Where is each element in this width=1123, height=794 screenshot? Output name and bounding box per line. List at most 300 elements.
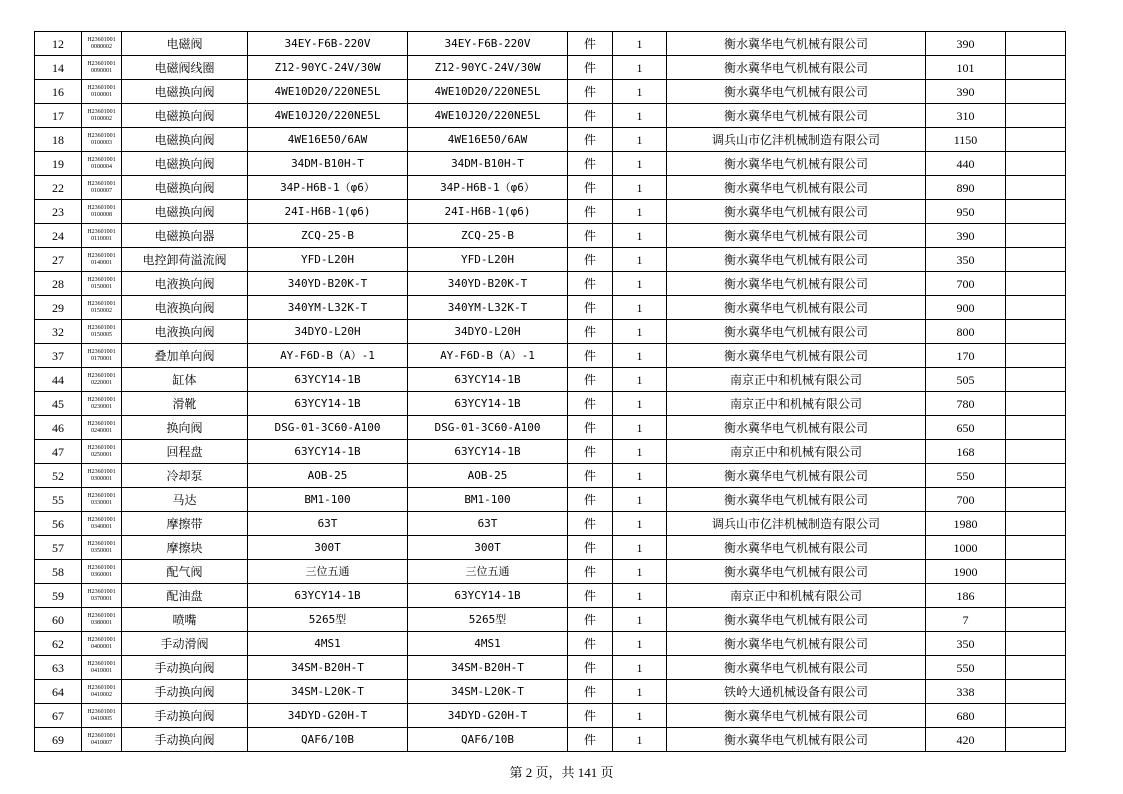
quantity: 1 bbox=[613, 608, 667, 632]
part-name: 手动换向阀 bbox=[122, 680, 248, 704]
unit: 件 bbox=[568, 584, 613, 608]
part-code-line1: H23601001 bbox=[87, 708, 116, 715]
row-number: 12 bbox=[35, 32, 82, 56]
part-name: 手动换向阀 bbox=[122, 728, 248, 752]
part-model: 4WE10J20/220NE5L bbox=[408, 104, 568, 128]
part-name: 马达 bbox=[122, 488, 248, 512]
parts-table bbox=[34, 31, 1066, 752]
part-spec: QAF6/10B bbox=[248, 728, 408, 752]
part-name: 电磁阀线圈 bbox=[122, 56, 248, 80]
unit-price: 390 bbox=[926, 80, 1006, 104]
unit-price: 505 bbox=[926, 368, 1006, 392]
part-code bbox=[82, 608, 122, 632]
unit: 件 bbox=[568, 560, 613, 584]
part-model: 34SM-L20K-T bbox=[408, 680, 568, 704]
row-number: 46 bbox=[35, 416, 82, 440]
part-name: 电磁换向阀 bbox=[122, 176, 248, 200]
part-code-line1: H23601001 bbox=[87, 732, 116, 739]
unit-price: 1150 bbox=[926, 128, 1006, 152]
part-name: 电液换向阀 bbox=[122, 272, 248, 296]
part-spec: 4MS1 bbox=[248, 632, 408, 656]
part-model: 63YCY14-1B bbox=[408, 440, 568, 464]
part-name: 电液换向阀 bbox=[122, 320, 248, 344]
part-spec: 63YCY14-1B bbox=[248, 440, 408, 464]
blank-cell bbox=[1006, 680, 1066, 704]
unit-price: 890 bbox=[926, 176, 1006, 200]
supplier: 衡水冀华电气机械有限公司 bbox=[667, 704, 926, 728]
unit: 件 bbox=[568, 344, 613, 368]
unit: 件 bbox=[568, 176, 613, 200]
supplier: 衡水冀华电气机械有限公司 bbox=[667, 320, 926, 344]
unit: 件 bbox=[568, 368, 613, 392]
part-model: 4WE16E50/6AW bbox=[408, 128, 568, 152]
table-row bbox=[35, 368, 1066, 392]
part-model: 63T bbox=[408, 512, 568, 536]
part-name: 摩擦块 bbox=[122, 536, 248, 560]
part-model: 三位五通 bbox=[408, 560, 568, 584]
unit-price: 350 bbox=[926, 248, 1006, 272]
blank-cell bbox=[1006, 32, 1066, 56]
part-code-line1: H23601001 bbox=[87, 444, 116, 451]
part-code-line2: 0220001 bbox=[91, 379, 112, 386]
part-spec: 三位五通 bbox=[248, 560, 408, 584]
part-code bbox=[82, 728, 122, 752]
supplier: 衡水冀华电气机械有限公司 bbox=[667, 656, 926, 680]
part-code-line1: H23601001 bbox=[87, 204, 116, 211]
part-code bbox=[82, 584, 122, 608]
unit-price: 310 bbox=[926, 104, 1006, 128]
part-spec: AY-F6D-B（A）-1 bbox=[248, 344, 408, 368]
quantity: 1 bbox=[613, 224, 667, 248]
row-number: 57 bbox=[35, 536, 82, 560]
row-number: 22 bbox=[35, 176, 82, 200]
part-code bbox=[82, 704, 122, 728]
quantity: 1 bbox=[613, 56, 667, 80]
part-code-line2: 0350001 bbox=[91, 547, 112, 554]
part-spec: 24I-H6B-1(φ6) bbox=[248, 200, 408, 224]
row-number: 27 bbox=[35, 248, 82, 272]
supplier: 南京正中和机械有限公司 bbox=[667, 392, 926, 416]
supplier: 衡水冀华电气机械有限公司 bbox=[667, 104, 926, 128]
part-spec: ZCQ-25-B bbox=[248, 224, 408, 248]
part-model: 300T bbox=[408, 536, 568, 560]
unit: 件 bbox=[568, 152, 613, 176]
table-row bbox=[35, 152, 1066, 176]
row-number: 14 bbox=[35, 56, 82, 80]
part-spec: 34DYO-L20H bbox=[248, 320, 408, 344]
unit: 件 bbox=[568, 224, 613, 248]
row-number: 16 bbox=[35, 80, 82, 104]
blank-cell bbox=[1006, 104, 1066, 128]
blank-cell bbox=[1006, 224, 1066, 248]
part-code-line2: 0100008 bbox=[91, 211, 112, 218]
part-code bbox=[82, 656, 122, 680]
part-name: 滑靴 bbox=[122, 392, 248, 416]
table-row bbox=[35, 176, 1066, 200]
part-model: 4MS1 bbox=[408, 632, 568, 656]
part-code-line1: H23601001 bbox=[87, 228, 116, 235]
unit-price: 650 bbox=[926, 416, 1006, 440]
unit: 件 bbox=[568, 80, 613, 104]
part-code-line2: 0380001 bbox=[91, 619, 112, 626]
part-code-line2: 0140001 bbox=[91, 259, 112, 266]
row-number: 67 bbox=[35, 704, 82, 728]
blank-cell bbox=[1006, 368, 1066, 392]
part-code bbox=[82, 80, 122, 104]
table-row bbox=[35, 344, 1066, 368]
part-model: 4WE10D20/220NE5L bbox=[408, 80, 568, 104]
table-row bbox=[35, 296, 1066, 320]
part-code-line2: 0170001 bbox=[91, 355, 112, 362]
table-row bbox=[35, 224, 1066, 248]
blank-cell bbox=[1006, 632, 1066, 656]
part-name: 回程盘 bbox=[122, 440, 248, 464]
part-model: 24I-H6B-1(φ6) bbox=[408, 200, 568, 224]
part-spec: AOB-25 bbox=[248, 464, 408, 488]
supplier: 调兵山市亿沣机械制造有限公司 bbox=[667, 512, 926, 536]
part-code bbox=[82, 104, 122, 128]
unit-price: 550 bbox=[926, 464, 1006, 488]
table-row bbox=[35, 680, 1066, 704]
part-name: 摩擦带 bbox=[122, 512, 248, 536]
row-number: 17 bbox=[35, 104, 82, 128]
part-code-line1: H23601001 bbox=[87, 36, 116, 43]
part-name: 缸体 bbox=[122, 368, 248, 392]
part-code-line1: H23601001 bbox=[87, 60, 116, 67]
blank-cell bbox=[1006, 536, 1066, 560]
supplier: 衡水冀华电气机械有限公司 bbox=[667, 80, 926, 104]
part-model: 34DM-B10H-T bbox=[408, 152, 568, 176]
part-model: Z12-90YC-24V/30W bbox=[408, 56, 568, 80]
part-spec: 34DYD-G20H-T bbox=[248, 704, 408, 728]
row-number: 32 bbox=[35, 320, 82, 344]
unit-price: 680 bbox=[926, 704, 1006, 728]
blank-cell bbox=[1006, 320, 1066, 344]
part-code-line1: H23601001 bbox=[87, 300, 116, 307]
quantity: 1 bbox=[613, 464, 667, 488]
part-code-line1: H23601001 bbox=[87, 588, 116, 595]
unit: 件 bbox=[568, 536, 613, 560]
supplier: 衡水冀华电气机械有限公司 bbox=[667, 224, 926, 248]
supplier: 衡水冀华电气机械有限公司 bbox=[667, 248, 926, 272]
unit: 件 bbox=[568, 272, 613, 296]
part-model: AOB-25 bbox=[408, 464, 568, 488]
part-name: 电磁换向器 bbox=[122, 224, 248, 248]
quantity: 1 bbox=[613, 416, 667, 440]
quantity: 1 bbox=[613, 152, 667, 176]
part-model: 5265型 bbox=[408, 608, 568, 632]
table-row bbox=[35, 608, 1066, 632]
part-code bbox=[82, 176, 122, 200]
unit: 件 bbox=[568, 704, 613, 728]
unit: 件 bbox=[568, 608, 613, 632]
blank-cell bbox=[1006, 440, 1066, 464]
blank-cell bbox=[1006, 488, 1066, 512]
part-spec: 63YCY14-1B bbox=[248, 584, 408, 608]
part-model: 63YCY14-1B bbox=[408, 392, 568, 416]
unit: 件 bbox=[568, 464, 613, 488]
part-code bbox=[82, 32, 122, 56]
unit-price: 186 bbox=[926, 584, 1006, 608]
part-spec: YFD-L20H bbox=[248, 248, 408, 272]
quantity: 1 bbox=[613, 728, 667, 752]
quantity: 1 bbox=[613, 656, 667, 680]
part-code bbox=[82, 560, 122, 584]
part-name: 手动换向阀 bbox=[122, 656, 248, 680]
table-row bbox=[35, 200, 1066, 224]
row-number: 52 bbox=[35, 464, 82, 488]
part-code bbox=[82, 224, 122, 248]
part-spec: 63YCY14-1B bbox=[248, 368, 408, 392]
part-code-line2: 0410007 bbox=[91, 739, 112, 746]
unit: 件 bbox=[568, 512, 613, 536]
supplier: 衡水冀华电气机械有限公司 bbox=[667, 560, 926, 584]
part-code-line1: H23601001 bbox=[87, 84, 116, 91]
quantity: 1 bbox=[613, 344, 667, 368]
blank-cell bbox=[1006, 272, 1066, 296]
row-number: 62 bbox=[35, 632, 82, 656]
part-code-line1: H23601001 bbox=[87, 372, 116, 379]
supplier: 衡水冀华电气机械有限公司 bbox=[667, 200, 926, 224]
part-code-line1: H23601001 bbox=[87, 612, 116, 619]
supplier: 衡水冀华电气机械有限公司 bbox=[667, 344, 926, 368]
unit-price: 168 bbox=[926, 440, 1006, 464]
part-code bbox=[82, 680, 122, 704]
part-code bbox=[82, 200, 122, 224]
part-code-line2: 0240001 bbox=[91, 427, 112, 434]
supplier: 衡水冀华电气机械有限公司 bbox=[667, 296, 926, 320]
part-name: 喷嘴 bbox=[122, 608, 248, 632]
blank-cell bbox=[1006, 296, 1066, 320]
unit-price: 1000 bbox=[926, 536, 1006, 560]
row-number: 58 bbox=[35, 560, 82, 584]
unit: 件 bbox=[568, 320, 613, 344]
blank-cell bbox=[1006, 200, 1066, 224]
quantity: 1 bbox=[613, 320, 667, 344]
row-number: 60 bbox=[35, 608, 82, 632]
supplier: 衡水冀华电气机械有限公司 bbox=[667, 56, 926, 80]
supplier: 衡水冀华电气机械有限公司 bbox=[667, 464, 926, 488]
supplier: 衡水冀华电气机械有限公司 bbox=[667, 152, 926, 176]
unit-price: 338 bbox=[926, 680, 1006, 704]
part-spec: 340YM-L32K-T bbox=[248, 296, 408, 320]
table-row bbox=[35, 584, 1066, 608]
part-spec: 63T bbox=[248, 512, 408, 536]
blank-cell bbox=[1006, 728, 1066, 752]
supplier: 衡水冀华电气机械有限公司 bbox=[667, 608, 926, 632]
quantity: 1 bbox=[613, 632, 667, 656]
quantity: 1 bbox=[613, 488, 667, 512]
part-code-line1: H23601001 bbox=[87, 684, 116, 691]
part-code-line1: H23601001 bbox=[87, 180, 116, 187]
table-row bbox=[35, 416, 1066, 440]
part-code bbox=[82, 416, 122, 440]
part-model: 340YD-B20K-T bbox=[408, 272, 568, 296]
part-code-line2: 0100003 bbox=[91, 139, 112, 146]
quantity: 1 bbox=[613, 560, 667, 584]
part-spec: 300T bbox=[248, 536, 408, 560]
part-code-line2: 0150002 bbox=[91, 307, 112, 314]
quantity: 1 bbox=[613, 80, 667, 104]
quantity: 1 bbox=[613, 296, 667, 320]
quantity: 1 bbox=[613, 392, 667, 416]
quantity: 1 bbox=[613, 440, 667, 464]
table-row bbox=[35, 728, 1066, 752]
part-code-line2: 0400001 bbox=[91, 643, 112, 650]
part-code bbox=[82, 464, 122, 488]
unit: 件 bbox=[568, 104, 613, 128]
table-row bbox=[35, 488, 1066, 512]
quantity: 1 bbox=[613, 128, 667, 152]
unit-price: 1900 bbox=[926, 560, 1006, 584]
row-number: 44 bbox=[35, 368, 82, 392]
part-code-line2: 0360001 bbox=[91, 571, 112, 578]
unit: 件 bbox=[568, 440, 613, 464]
quantity: 1 bbox=[613, 176, 667, 200]
part-code bbox=[82, 56, 122, 80]
part-code-line2: 0110001 bbox=[91, 235, 112, 242]
part-name: 手动滑阀 bbox=[122, 632, 248, 656]
row-number: 24 bbox=[35, 224, 82, 248]
part-code-line1: H23601001 bbox=[87, 660, 116, 667]
table-row bbox=[35, 104, 1066, 128]
unit-price: 900 bbox=[926, 296, 1006, 320]
row-number: 29 bbox=[35, 296, 82, 320]
part-name: 电磁换向阀 bbox=[122, 152, 248, 176]
row-number: 18 bbox=[35, 128, 82, 152]
blank-cell bbox=[1006, 344, 1066, 368]
part-model: AY-F6D-B（A）-1 bbox=[408, 344, 568, 368]
supplier: 南京正中和机械有限公司 bbox=[667, 440, 926, 464]
part-code bbox=[82, 248, 122, 272]
part-code-line2: 0100002 bbox=[91, 115, 112, 122]
part-model: 34DYO-L20H bbox=[408, 320, 568, 344]
part-spec: BM1-100 bbox=[248, 488, 408, 512]
quantity: 1 bbox=[613, 272, 667, 296]
blank-cell bbox=[1006, 392, 1066, 416]
part-name: 电控卸荷溢流阀 bbox=[122, 248, 248, 272]
supplier: 南京正中和机械有限公司 bbox=[667, 368, 926, 392]
table-row bbox=[35, 128, 1066, 152]
part-code bbox=[82, 512, 122, 536]
unit-price: 350 bbox=[926, 632, 1006, 656]
part-code-line1: H23601001 bbox=[87, 324, 116, 331]
quantity: 1 bbox=[613, 584, 667, 608]
table-row bbox=[35, 536, 1066, 560]
row-number: 23 bbox=[35, 200, 82, 224]
row-number: 63 bbox=[35, 656, 82, 680]
row-number: 47 bbox=[35, 440, 82, 464]
quantity: 1 bbox=[613, 104, 667, 128]
blank-cell bbox=[1006, 464, 1066, 488]
part-code-line2: 0250001 bbox=[91, 451, 112, 458]
row-number: 59 bbox=[35, 584, 82, 608]
part-code-line1: H23601001 bbox=[87, 276, 116, 283]
part-code-line2: 0410005 bbox=[91, 715, 112, 722]
part-code-line1: H23601001 bbox=[87, 396, 116, 403]
blank-cell bbox=[1006, 128, 1066, 152]
part-code bbox=[82, 536, 122, 560]
part-code-line2: 0080002 bbox=[91, 43, 112, 50]
supplier: 铁岭大通机械设备有限公司 bbox=[667, 680, 926, 704]
blank-cell bbox=[1006, 56, 1066, 80]
table-row bbox=[35, 440, 1066, 464]
page-footer: 第 2 页，共 141 页 bbox=[509, 765, 614, 780]
table-row bbox=[35, 80, 1066, 104]
row-number: 45 bbox=[35, 392, 82, 416]
part-name: 配气阀 bbox=[122, 560, 248, 584]
part-code bbox=[82, 632, 122, 656]
part-name: 电磁换向阀 bbox=[122, 128, 248, 152]
supplier: 衡水冀华电气机械有限公司 bbox=[667, 632, 926, 656]
unit-price: 550 bbox=[926, 656, 1006, 680]
unit: 件 bbox=[568, 56, 613, 80]
part-spec: Z12-90YC-24V/30W bbox=[248, 56, 408, 80]
table-row bbox=[35, 56, 1066, 80]
part-code-line1: H23601001 bbox=[87, 420, 116, 427]
row-number: 69 bbox=[35, 728, 82, 752]
part-name: 电磁阀 bbox=[122, 32, 248, 56]
table-row bbox=[35, 704, 1066, 728]
part-code-line1: H23601001 bbox=[87, 492, 116, 499]
unit: 件 bbox=[568, 392, 613, 416]
part-code-line1: H23601001 bbox=[87, 540, 116, 547]
table-row bbox=[35, 512, 1066, 536]
row-number: 55 bbox=[35, 488, 82, 512]
blank-cell bbox=[1006, 416, 1066, 440]
part-code-line2: 0150001 bbox=[91, 283, 112, 290]
part-name: 配油盘 bbox=[122, 584, 248, 608]
part-code-line1: H23601001 bbox=[87, 636, 116, 643]
part-code-line2: 0410002 bbox=[91, 691, 112, 698]
part-code-line2: 0100001 bbox=[91, 91, 112, 98]
quantity: 1 bbox=[613, 368, 667, 392]
blank-cell bbox=[1006, 656, 1066, 680]
part-code bbox=[82, 440, 122, 464]
unit-price: 950 bbox=[926, 200, 1006, 224]
part-code-line1: H23601001 bbox=[87, 348, 116, 355]
unit-price: 390 bbox=[926, 224, 1006, 248]
table-row bbox=[35, 656, 1066, 680]
unit-price: 700 bbox=[926, 272, 1006, 296]
part-spec: 34EY-F6B-220V bbox=[248, 32, 408, 56]
blank-cell bbox=[1006, 80, 1066, 104]
table-row bbox=[35, 272, 1066, 296]
part-spec: 34DM-B10H-T bbox=[248, 152, 408, 176]
part-code bbox=[82, 128, 122, 152]
part-code-line2: 0150005 bbox=[91, 331, 112, 338]
part-spec: 4WE16E50/6AW bbox=[248, 128, 408, 152]
unit: 件 bbox=[568, 248, 613, 272]
blank-cell bbox=[1006, 152, 1066, 176]
unit: 件 bbox=[568, 200, 613, 224]
row-number: 56 bbox=[35, 512, 82, 536]
part-code-line1: H23601001 bbox=[87, 156, 116, 163]
blank-cell bbox=[1006, 704, 1066, 728]
part-code bbox=[82, 152, 122, 176]
part-code bbox=[82, 344, 122, 368]
part-spec: 4WE10D20/220NE5L bbox=[248, 80, 408, 104]
part-model: 34P-H6B-1（φ6） bbox=[408, 176, 568, 200]
part-spec: 5265型 bbox=[248, 608, 408, 632]
supplier: 调兵山市亿沣机械制造有限公司 bbox=[667, 128, 926, 152]
part-code-line2: 0090001 bbox=[91, 67, 112, 74]
part-code-line2: 0300001 bbox=[91, 475, 112, 482]
part-code-line1: H23601001 bbox=[87, 252, 116, 259]
supplier: 衡水冀华电气机械有限公司 bbox=[667, 728, 926, 752]
row-number: 64 bbox=[35, 680, 82, 704]
part-code bbox=[82, 320, 122, 344]
